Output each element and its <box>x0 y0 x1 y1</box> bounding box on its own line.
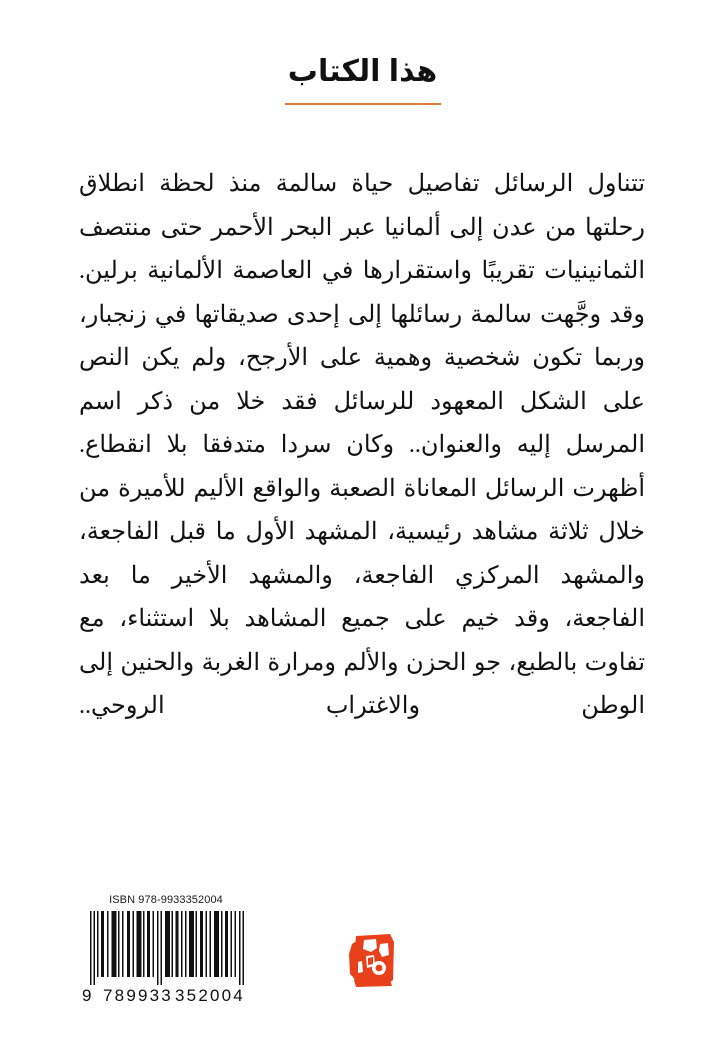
barcode-digits-right-group: 352004 <box>175 986 245 1005</box>
barcode-digits-left-group: 789933 <box>103 986 173 1005</box>
page-title-block <box>0 52 725 105</box>
book-description-paragraph: تتناول الرسائل تفاصيل حياة سالمة منذ لحظة انطلاق رحلتها من عدن إلى ألمانيا عبر البحر الأحمر حتى منتصف الثمانينيات تقريبًا واستقرارها في العاصمة الألمانية برلين. وقد وجَّهت سالمة رسائلها إلى إحدى صديقاتها في زنجبار، وربما تكون شخصية وهمية على الأرجح، ولم يكن النص على الشكل المعهود للرسائل فقد خلا من ذكر اسم المرسل إليه والعنوان.. وكان سردا متدفقا بلا انقطاع. أظهرت الرسائل المعاناة الصعبة والواقع الأليم للأميرة من خلال ثلاثة مشاهد رئيسية، المشهد الأول ما قبل الفاجعة، والمشهد المركزي الفاجعة، والمشهد الأخير ما بعد الفاجعة، وقد خيم على جميع المشاهد بلا استثناء، مع تفاوت بالطبع، جو الحزن والألم ومرارة الغربة والحنين إلى الوطن والاغتراب الروحي.. <box>79 171 645 719</box>
barcode-digits <box>82 986 250 1006</box>
title-underline-rule <box>285 103 441 105</box>
isbn-label: ISBN 978-9933352004 <box>109 894 223 906</box>
barcode-image <box>82 911 250 985</box>
publisher-logo-icon <box>344 922 402 996</box>
barcode-block <box>82 893 250 1006</box>
book-description-block <box>79 163 645 729</box>
page-title: هذا الكتاب <box>287 55 438 88</box>
barcode-digit-lead: 9 <box>82 986 92 1005</box>
